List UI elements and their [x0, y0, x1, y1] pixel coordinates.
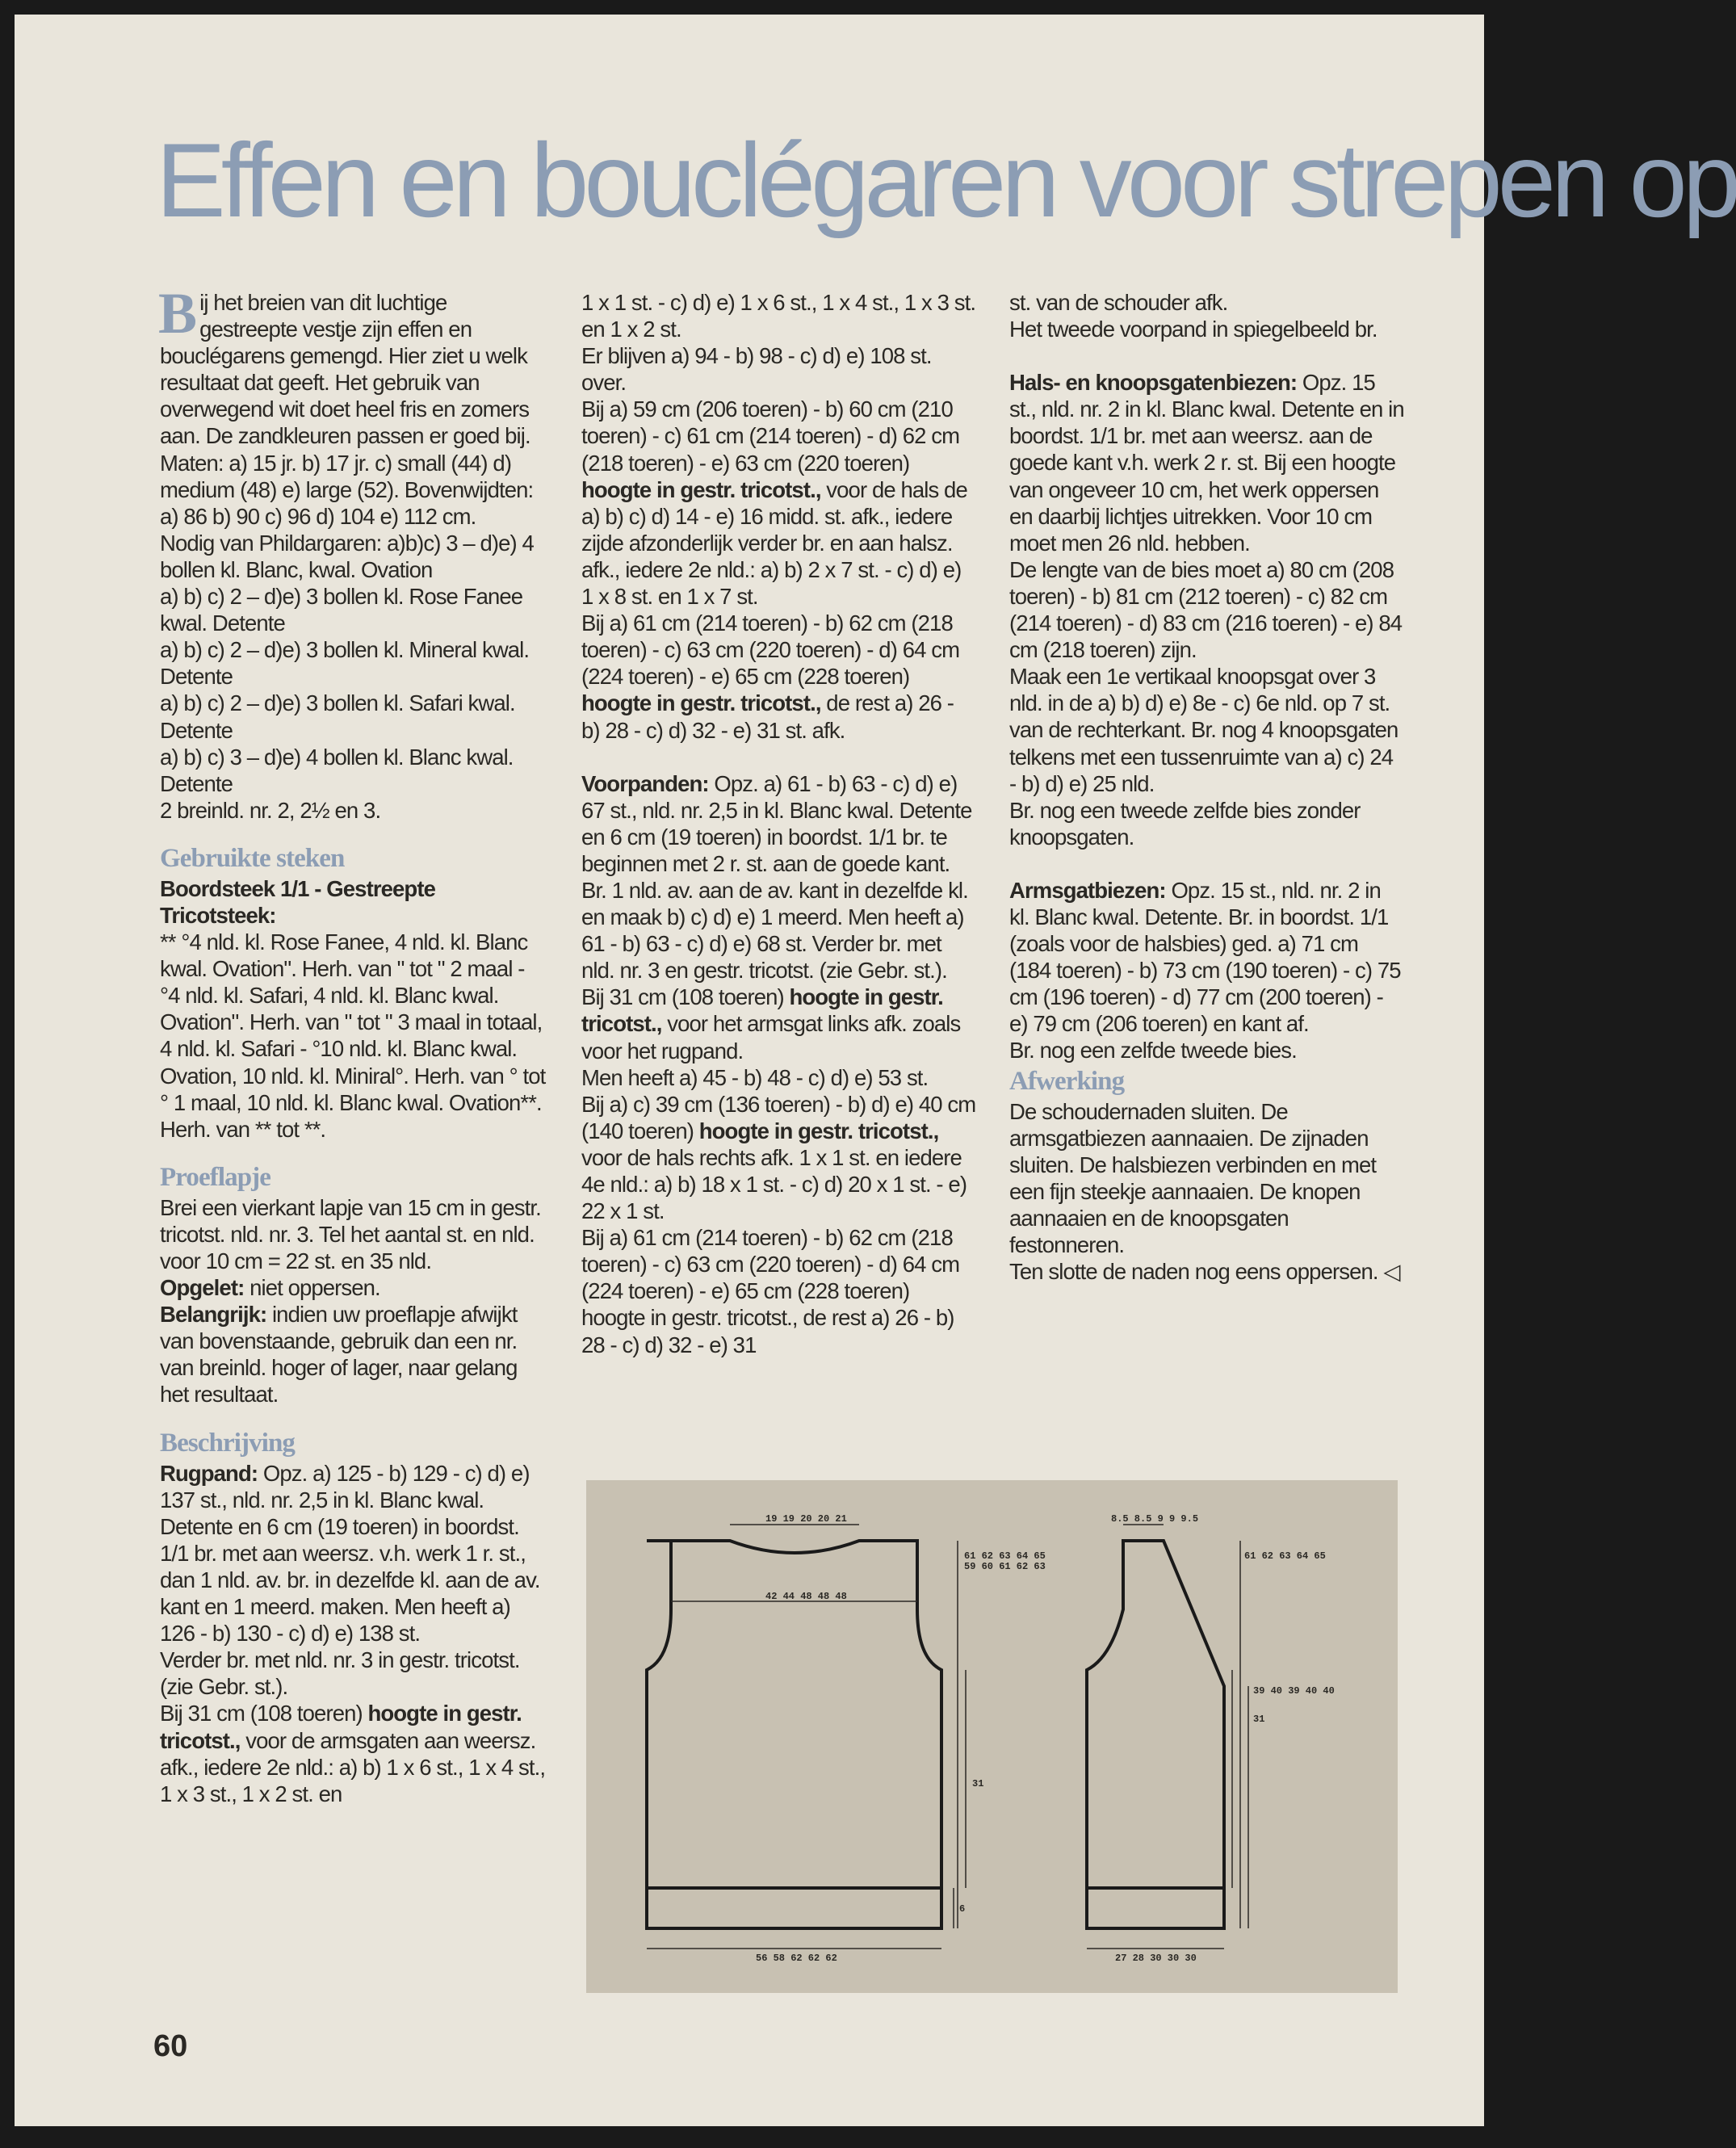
stitch-lead: Boordsteek 1/1 - Gestreepte Tricotsteek: — [160, 875, 435, 928]
back-rib-height: 6 — [959, 1903, 966, 1915]
front-shoulder-width: 8.5 8.5 9 9 9.5 — [1111, 1513, 1199, 1525]
col3-p2: Het tweede voorpand in spiegelbeeld br. — [1009, 317, 1377, 342]
column-2 — [581, 289, 977, 1358]
sizes: Maten: a) 15 jr. b) 17 jr. c) small (44) d) medium (48) e) large (52). Bovenwijdten: a) 86 b) 90 c) 96 d) 104 e) 112 cm. — [160, 450, 534, 529]
intro-text: ij het breien van dit luchtige gestreepte vestje zijn effen en bouclégarens gemengd. Hier ziet u welk resultaat dat geeft. Het gebruik van overwegend wit doet heel fris en zomers aan. De zandkleuren passen er goed bij. — [160, 290, 530, 449]
front-piece-1: Voorpanden: Opz. a) 61 - b) 63 - c) d) e) 67 st., nld. nr. 2,5 in kl. Blanc kwal. Detente en 6 cm (19 toeren) in boordst. 1/1 br. te beginnen met 2 r. st. aan de goede kant. — [581, 770, 972, 876]
back-piece-2: Verder br. met nld. nr. 3 in gestr. tricotst. (zie Gebr. st.). — [160, 1647, 520, 1700]
front-neck-depth: 39 40 39 40 40 — [1253, 1685, 1335, 1697]
finishing-2: Ten slotte de naden nog eens oppersen. ◁ — [1009, 1259, 1400, 1285]
front-piece-2: Br. 1 nld. av. aan de av. kant in dezelfde kl. en maak b) c) d) e) 1 meerd. Men heeft a) 61 - b) 63 - c) d) e) 68 st. Verder br. met nld. nr. 3 en gestr. tricotst. (zie Gebr. st.). — [581, 877, 968, 984]
front-piece-6: Bij a) 61 cm (214 toeren) - b) 62 cm (218 toeren) - c) 63 cm (220 toeren) - d) 64 cm (224 toeren) - e) 65 cm (228 toeren) hoogte in gestr. tricotst., de rest a) 26 - b) 28 - c) d) 32 - e) 31 — [581, 1225, 960, 1357]
back-total-height-alt: 59 60 61 62 63 — [964, 1561, 1046, 1572]
back-total-height: 61 62 63 64 65 — [964, 1550, 1046, 1562]
front-piece-5: Bij a) c) 39 cm (136 toeren) - b) d) e) 40 cm (140 toeren) hoogte in gestr. tricotst., voor de hals rechts afk. 1 x 1 st. en iedere 4e nld.: a) b) 18 x 1 st. - c) d) 20 x 1 st. - e) 22 x 1 st. — [581, 1091, 976, 1224]
section-heading-finishing: Afwerking — [1009, 1066, 1125, 1096]
materials-2: a) b) c) 2 – d)e) 3 bollen kl. Rose Fanee kwal. Detente — [160, 584, 523, 636]
front-piece-4: Men heeft a) 45 - b) 48 - c) d) e) 53 st. — [581, 1064, 929, 1090]
front-arm-height: 31 — [1253, 1714, 1265, 1725]
section-heading-description: Beschrijving — [160, 1428, 296, 1458]
neck-band-4: Br. nog een tweede zelfde bies zonder knoopsgaten. — [1009, 797, 1361, 850]
neck-band-2: De lengte van de bies moet a) 80 cm (208 toeren) - b) 81 cm (212 toeren) - c) 82 cm (214 toeren) - d) 83 cm (216 toeren) - e) 84 cm (218 toeren) zijn. — [1009, 556, 1403, 663]
magazine-page — [15, 15, 1736, 2126]
materials-3: a) b) c) 2 – d)e) 3 bollen kl. Mineral kwal. Detente — [160, 637, 530, 690]
page-number: 60 — [153, 2029, 188, 2063]
back-arm-height: 31 — [972, 1778, 984, 1789]
arm-band-1: Armsgatbiezen: Opz. 15 st., nld. nr. 2 in kl. Blanc kwal. Detente. Br. in boordst. 1/1 (zoals voor de halsbies) ged. a) 71 cm (184 toeren) - b) 73 cm (190 toeren) - c) 75 cm (196 toeren) - d) 77 cm (200 toeren) - e) 79 cm (206 toeren) en kant af. — [1009, 877, 1401, 1037]
front-bottom-width: 27 28 30 30 30 — [1115, 1953, 1197, 1964]
page-title: Effen en bouclégaren voor strepen op — [156, 121, 1736, 239]
section-heading-stitches: Gebruikte steken — [160, 843, 345, 873]
back-upper-width: 42 44 48 48 48 — [765, 1591, 847, 1602]
col2-p1: 1 x 1 st. - c) d) e) 1 x 6 st., 1 x 4 st., 1 x 3 st. en 1 x 2 st. — [581, 290, 976, 342]
intro-paragraph — [158, 281, 547, 450]
materials-5: a) b) c) 3 – d)e) 4 bollen kl. Blanc kwal. Detente — [160, 744, 514, 796]
finishing-1: De schoudernaden sluiten. De armsgatbiezen aannaaien. De zijnaden sluiten. De halsbiezen verbinden en met een fijn steekje aannaaien. De knopen aannaaien en de knoopsgaten festonneren. — [1009, 1098, 1377, 1257]
stitch-text: ** °4 nld. kl. Rose Fanee, 4 nld. kl. Blanc kwal. Ovation". Herh. van " tot " 2 maal - °4 nld. kl. Safari, 4 nld. kl. Blanc kwal. Ovation". Herh. van " tot " 3 maal in totaal, 4 nld. kl. Safari - °10 nld. kl. Blanc kwal. Ovation, 10 nld. kl. Miniral°. Herh. van ° tot ° 1 maal, 10 nld. kl. Blanc kwal. Ovation**. Herh. van ** tot **. — [160, 929, 546, 1142]
col2-p4: Bij a) 61 cm (214 toeren) - b) 62 cm (218 toeren) - c) 63 cm (220 toeren) - d) 64 cm (224 toeren) - e) 65 cm (228 toeren) hoogte in gestr. tricotst., de rest a) 26 - b) 28 - c) d) 32 - e) 31 st. afk. — [581, 610, 960, 743]
gauge-note: Opgelet: niet oppersen. — [160, 1275, 380, 1301]
neck-band-1: Hals- en knoopsgatenbiezen: Opz. 15 st., nld. nr. 2 in kl. Blanc kwal. Detente en in boordst. 1/1 br. met aan weersz. aan de goede kant v.h. werk 2 r. st. Bij een hoogte van ongeveer 10 cm, het werk oppersen en daarbij lichtjes uitrekken. Voor 10 cm moet men 26 nld. hebben. — [1009, 370, 1404, 556]
column-3 — [1009, 289, 1405, 1285]
back-piece-1: Rugpand: Opz. a) 125 - b) 129 - c) d) e) 137 st., nld. nr. 2,5 in kl. Blanc kwal. Detente en 6 cm (19 toeren) in boordst. 1/1 br. met aan weersz. v.h. werk 1 r. st., dan 1 nld. av. br. in dezelfde kl. aan de av. kant en 1 meerd. maken. Men heeft a) 126 - b) 130 - c) d) e) 138 st. — [160, 1460, 540, 1647]
gauge-text: Brei een vierkant lapje van 15 cm in gestr. tricotst. nld. nr. 3. Tel het aantal st. en nld. voor 10 cm = 22 st. en 35 nld. — [160, 1194, 541, 1273]
front-piece-3: Bij 31 cm (108 toeren) hoogte in gestr. tricotst., voor het armsgat links afk. zoals voor het rugpand. — [581, 984, 961, 1064]
section-heading-gauge: Proeflapje — [160, 1162, 271, 1192]
col2-p2: Er blijven a) 94 - b) 98 - c) d) e) 108 st. over. — [581, 343, 932, 396]
col2-p3: Bij a) 59 cm (206 toeren) - b) 60 cm (210 toeren) - c) 61 cm (214 toeren) - d) 62 cm (218 toeren) - e) 63 cm (220 toeren) hoogte in gestr. tricotst., voor de hals de a) b) c) d) 14 - e) 16 midd. st. afk., iedere zijde afzonderlijk verder br. en aan halsz. afk., iedere 2e nld.: a) b) 2 x 7 st. - c) d) e) 1 x 8 st. en 1 x 7 st. — [581, 396, 967, 610]
front-piece-outline — [1087, 1541, 1224, 1928]
pattern-schematic — [586, 1480, 1398, 1993]
back-neck-width: 19 19 20 20 21 — [765, 1513, 847, 1525]
materials-4: a) b) c) 2 – d)e) 3 bollen kl. Safari kwal. Detente — [160, 690, 515, 743]
back-piece-3: Bij 31 cm (108 toeren) hoogte in gestr. tricotst., voor de armsgaten aan weersz. afk., iedere 2e nld.: a) b) 1 x 6 st., 1 x 4 st., 1 x 3 st., 1 x 2 st. en — [160, 1701, 546, 1806]
drop-cap: B — [158, 281, 197, 346]
col3-p1: st. van de schouder afk. — [1009, 290, 1228, 315]
front-total-height: 61 62 63 64 65 — [1244, 1550, 1326, 1562]
gauge-important: Belangrijk: indien uw proeflapje afwijkt van bovenstaande, gebruik dan een nr. van breinld. hoger of lager, naar gelang het resultaat. — [160, 1302, 518, 1408]
materials-1: Nodig van Phildargaren: a)b)c) 3 – d)e) 4 bollen kl. Blanc, kwal. Ovation — [160, 530, 534, 582]
arm-band-2: Br. nog een zelfde tweede bies. — [1009, 1038, 1297, 1064]
back-bottom-width: 56 58 62 62 62 — [756, 1953, 837, 1964]
column-1 — [158, 281, 547, 1807]
needles: 2 breinld. nr. 2, 2½ en 3. — [160, 797, 381, 823]
neck-band-3: Maak een 1e vertikaal knoopsgat over 3 nld. in de a) b) d) e) 8e - c) 6e nld. op 7 st. van de rechterkant. Br. nog 4 knoopsgaten telkens met een tussenruimte van a) c) 24 - b) d) e) 25 nld. — [1009, 664, 1398, 796]
